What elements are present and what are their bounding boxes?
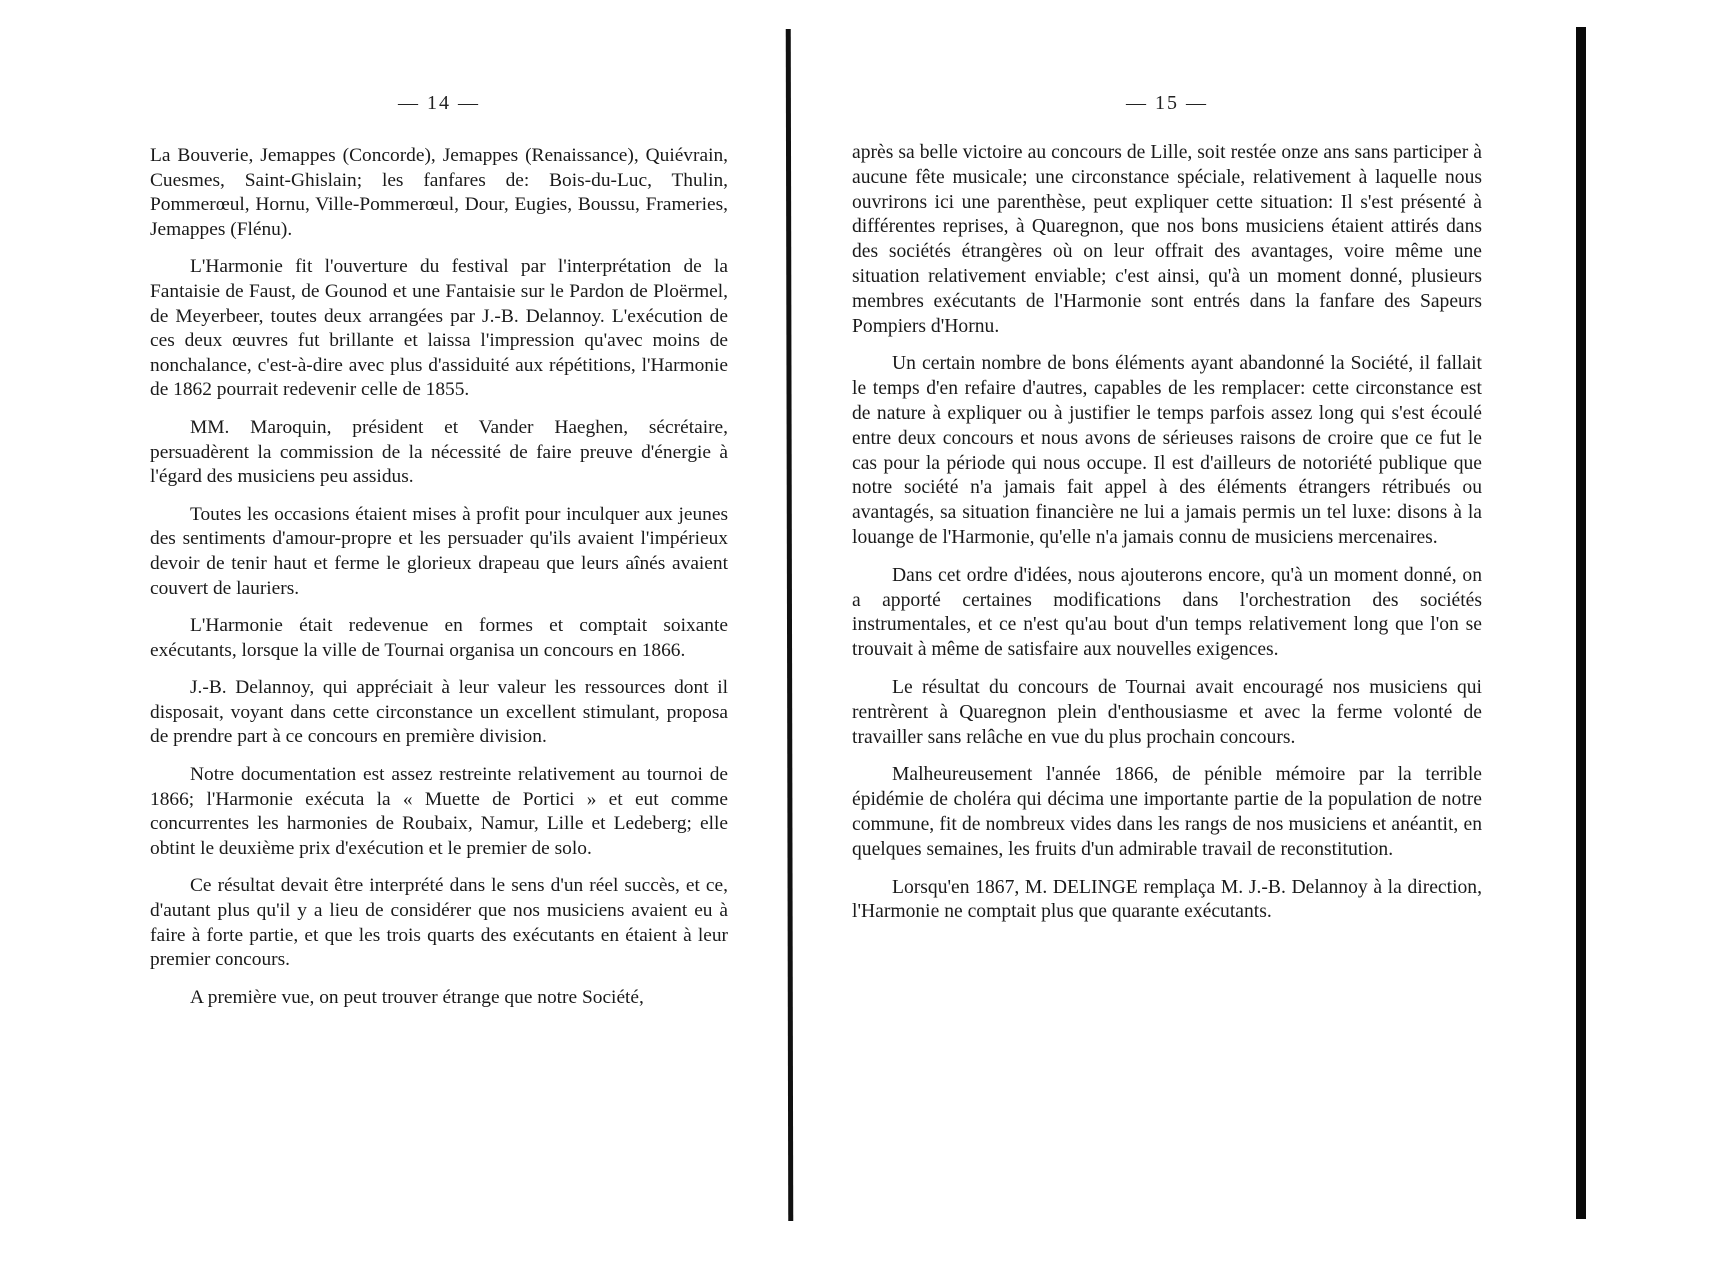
page-edge-shadow — [1576, 27, 1586, 1219]
paragraph: Un certain nombre de bons éléments ayant abandonné la Société, il fallait le temps d'en refaire d'autres, capables de les remplacer: cette circonstance est de nature à expliquer ou à justifier le temps parfois assez long qui s'est écoulé entre deux concours et nous avons de sérieuses raisons de croire que ce fut le cas pour la période qui nous occupe. Il est d'ailleurs de notoriété publique que notre société n'a jamais fait appel à des éléments étrangers rétribués ou avantagés, sa situation financière ne lui a jamais permis un tel luxe: disons à la louange de l'Harmonie, qu'elle n'a jamais connu de musiciens mercenaires. — [852, 353, 1482, 548]
page-number: — 14 — — [398, 92, 480, 114]
paragraph: Toutes les occasions étaient mises à profit pour inculquer aux jeunes des sentiments d'amour-propre et les persuader qu'ils avaient l'impérieux devoir de tenir haut et ferme le glorieux drapeau que leurs aînés avaient couvert de lauriers. — [150, 503, 728, 599]
paragraph: L'Harmonie était redevenue en formes et comptait soixante exécutants, lorsque la ville de Tournai organisa un concours en 1866. — [150, 615, 728, 661]
paragraph: Malheureusement l'année 1866, de pénible mémoire par la terrible épidémie de choléra qui décima une importante partie de la population de notre commune, fit de nombreux vides dans les rangs de nos musiciens et anéantit, en quelques semaines, les fruits d'un admirable travail de reconstitution. — [852, 764, 1482, 860]
page-number: — 15 — — [1126, 92, 1208, 114]
left-page-text — [150, 144, 728, 1023]
right-page — [852, 0, 1482, 1275]
paragraph: L'Harmonie fit l'ouverture du festival par l'interprétation de la Fantaisie de Faust, de Gounod et une Fantaisie sur le Pardon de Ploërmel, de Meyerbeer, toutes deux arrangées par J.-B. Delannoy. L'exécution de ces deux œuvres fut brillante et laissa l'impression qu'avec moins de nonchalance, c'est-à-dire avec plus d'assiduité aux répétitions, l'Harmonie de 1862 pourrait redevenir celle de 1855. — [150, 256, 728, 401]
paragraph: Ce résultat devait être interprété dans le sens d'un réel succès, et ce, d'autant plus qu'il y a lieu de considérer que nos musiciens avaient eu à faire à forte partie, et que les trois quarts des exécutants en étaient à leur premier concours. — [150, 875, 728, 971]
paragraph: Dans cet ordre d'idées, nous ajouterons encore, qu'à un moment donné, on a apporté certaines modifications dans l'orchestration des sociétés instrumentales, et ce n'est qu'au bout d'un temps relativement long que l'on se trouvait à même de satisfaire aux nouvelles exigences. — [852, 564, 1482, 661]
paragraph: Notre documentation est assez restreinte relativement au tournoi de 1866; l'Harmonie exécuta la « Muette de Portici » et eut comme concurrentes les harmonies de Roubaix, Namur, Lille et Ledeberg; elle obtint le deuxième prix d'exécution et le premier de solo. — [150, 764, 728, 859]
paragraph: J.-B. Delannoy, qui appréciait à leur valeur les ressources dont il disposait, voyant dans cette circonstance un excellent stimulant, proposa de prendre part à ce concours en première division. — [150, 677, 728, 748]
paragraph: après sa belle victoire au concours de Lille, soit restée onze ans sans participer à aucune fête musicale; une circonstance spéciale, relativement à laquelle nous ouvrirons ici une parenthèse, peut expliquer cette situation: Il s'est présenté à différentes reprises, à Quaregnon, que nos bons musiciens étaient attirés dans des sociétés étrangères où on leur offrait des avantages, voire même une situation relativement enviable; c'est ainsi, qu'à un moment donné, plusieurs membres exécutants de l'Harmonie sont entrés dans la fanfare des Sapeurs Pompiers d'Hornu. — [852, 142, 1482, 337]
paragraph: A première vue, on peut trouver étrange que notre Société, — [190, 986, 644, 1008]
paragraph: Le résultat du concours de Tournai avait encouragé nos musiciens qui rentrèrent à Quaregnon plein d'enthousiasme et avec la ferme volonté de travailler sans relâche en vue du plus prochain concours. — [852, 676, 1482, 748]
right-page-text — [852, 141, 1482, 938]
left-page — [150, 0, 728, 1275]
paragraph: MM. Maroquin, président et Vander Haeghen, sécrétaire, persuadèrent la commission de la nécessité de faire preuve d'énergie à l'égard des musiciens peu assidus. — [150, 416, 728, 488]
paragraph: La Bouverie, Jemappes (Concorde), Jemappes (Renaissance), Quiévrain, Cuesmes, Saint-Ghislain; les fanfares de: Bois-du-Luc, Thulin, Pommerœul, Hornu, Ville-Pommerœul, Dour, Eugies, Boussu, Frameries, Jemappes (Flénu). — [150, 145, 728, 240]
gutter-binding-line — [786, 29, 793, 1221]
paragraph: Lorsqu'en 1867, M. DELINGE remplaça M. J.-B. Delannoy à la direction, l'Harmonie ne comptait plus que quarante exécutants. — [852, 876, 1482, 923]
